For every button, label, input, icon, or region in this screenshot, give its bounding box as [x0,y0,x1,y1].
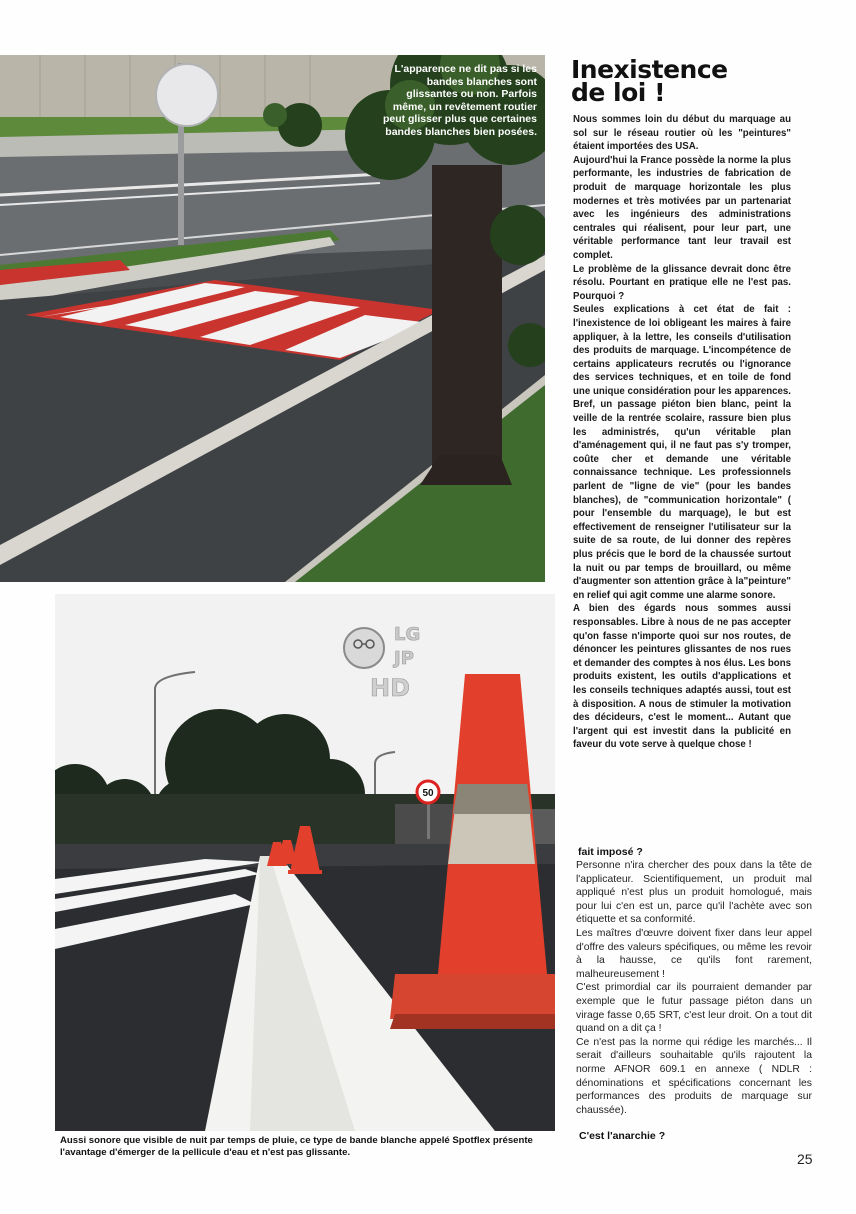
cone-road-illustration [55,594,555,1131]
article-paragraph: A bien des égards nous sommes aussi responsables. Libre à nous de ne pas accepter qu'on fasse n'importe quoi sur nos routes, de dénoncer les peintures glissantes de nos rues et demander des comptes à nos élus. Les bons produits existent, les outils d'applications et les conseils techniques adaptés aussi, tout est à disposition. A nous de stimuler la motivation des décideurs, c'est le moment... Autant que l'argent qui est investit dans la publicité en faveur du vote serve à quelque chose ! [573,603,791,751]
section-paragraph: Personne n'ira chercher des poux dans la tête de l'applicateur. Scientifiquement, un produit mal appliqué n'est plus un produit homologué, mais pour lui c'en est un, parce qu'il l'achète avec son étiquette et sa conformité. [576,860,812,926]
article-paragraph: Aujourd'hui la France possède la norme la plus performante, les industries de fabrication de produit de marquage horizontale les plus modernes et très motivées par un partenariat avec les ingénieurs des administrations centrales qui réalisent, pour leur part, une véritable performance tant leur travail est complet. [573,154,791,261]
top-photo-caption: L'apparence ne dit pas si les bandes blanches sont glissantes ou non. Parfois même, un revêtement routier peut glisser plus que certaines bandes blanches bien posées. [382,63,537,138]
article-body [573,113,791,752]
section-heading: fait imposé ? [578,846,643,858]
watermark-line1: LG [394,624,421,645]
section-paragraph: C'est primordial car ils pourraient demander par exemple que le futur passage piéton dans un virage fasse 0,65 SRT, c'est leur droit. On a tout dit quand on a dit ça ! [576,982,812,1035]
speed-sign-text: 50 [422,788,434,799]
bottom-photo-caption: Aussi sonore que visible de nuit par temps de pluie, ce type de bande blanche appelé Spotflex présente l'avantage d'émerger de la pellicule d'eau et n'est pas glissante. [60,1135,533,1158]
article-title-line1: Inexistence [571,55,728,84]
article-title [571,55,811,107]
bottom-photo [55,594,555,1131]
section-body [576,859,812,1117]
article-paragraph: Le problème de la glissance devrait donc être résolu. Pourtant en pratique elle ne l'est pas. Pourquoi ? [573,263,791,302]
article-paragraph: Nous sommes loin du début du marquage au sol sur le réseau routier où les "peintures" étaient importées des USA. [573,114,791,153]
watermark-line3: HD [370,674,411,702]
watermark-logo [342,618,432,702]
section-closing-heading: C'est l'anarchie ? [579,1130,666,1142]
watermark-line2: JP [394,648,414,669]
section-paragraph: Les maîtres d'œuvre doivent fixer dans leur appel d'offre des valeurs spécifiques, ou même les revoir à la hausse, ce qu'ils font rarement, malheureusement ! [576,927,812,980]
page-number: 25 [797,1151,813,1167]
section-paragraph: Ce n'est pas la norme qui rédige les marchés... Il serait d'ailleurs souhaitable qu'ils rajoutent la norme AFNOR 609.1 en annexe ( NDLR : dénominations et spécifications concernant les performances des produits de marquage sur chaussée). [576,1036,812,1116]
article-paragraph: Seules explications à cet état de fait : l'inexistence de loi obligeant les maires à faire appliquer, à la lettre, les conseils d'utilisation des produits de marquage. L'incompétence de certains applicateurs recrutés ou l'ignorance des services techniques, et en toile de fond une unique considération pour les apparences. Bref, un passage piéton bien blanc, peint la veille de la rentrée scolaire, rassure bien plus les administrés, qu'un véritable plan d'aménagement qui, il ne faut pas s'y tromper, coûte cher et demande une véritable connaissance technique. Les professionnels parlent de "ligne de vie" (pour les bandes blanches), de "communication horizontale" ( pour l'ensemble du marquage), le but est effectivement de renseigner l'utilisateur sur la suite de sa route, de lui donner des repères plus précis que le bord de la chaussée surtout la nuit ou par temps de brouillard, ou même d'augmenter son attention grâce à la"peinture" en relief qui agit comme une alarme sonore. [573,304,791,601]
article-title-line2: de loi ! [571,78,665,107]
